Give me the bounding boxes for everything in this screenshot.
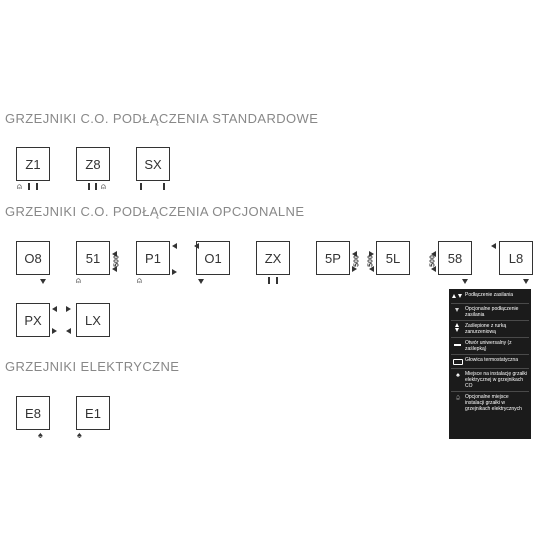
supply-down-arrow-icon [198, 279, 204, 284]
connection-box-z1: Z1 [16, 147, 50, 181]
supply-right-arrow-icon [66, 306, 71, 312]
supply-left-arrow-icon [112, 266, 117, 272]
connection-box-o8: O8 [16, 241, 50, 275]
connection-box-e8: E8 [16, 396, 50, 430]
section-title-electric: GRZEJNIKI ELEKTRYCZNE [5, 359, 180, 374]
connection-box-lx: LX [76, 303, 110, 337]
connection-box-5p: 5P [316, 241, 350, 275]
supply-left-arrow-icon [172, 243, 177, 249]
section-title-optional: GRZEJNIKI C.O. PODŁĄCZENIA OPCJONALNE [5, 204, 305, 219]
heater-plug-icon: ♠ [456, 372, 460, 379]
legend-item: Podłączenie zasilania [451, 292, 529, 301]
pipe-bar-icon [36, 183, 38, 190]
legend-divider [451, 303, 529, 304]
connection-box-58: 58 [438, 241, 472, 275]
supply-left-arrow-icon [52, 306, 57, 312]
pipe-bar-icon [95, 183, 97, 190]
legend-item: ♤ Opcjonalne miejsce instalacji grzałki w grzejnikach elektrycznych [451, 394, 529, 412]
connection-box-px: PX [16, 303, 50, 337]
pipe-bar-icon [28, 183, 30, 190]
plug-outline-icon: ⍝ [101, 182, 106, 191]
dimension-500-label: 500 [353, 255, 361, 267]
supply-left-arrow-icon [369, 266, 374, 272]
supply-left-arrow-icon [66, 328, 71, 334]
legend-divider [451, 320, 529, 321]
connection-box-o1: O1 [196, 241, 230, 275]
optional-heater-plug-icon: ♤ [454, 395, 462, 402]
legend-divider [451, 354, 529, 355]
heater-plug-icon: ♠ [77, 430, 82, 440]
legend-item: ♠ Miejsce na instalację grzałki elektrycznej w grzejnikach CO [451, 371, 529, 389]
curved-pipe-plug-icon [451, 323, 465, 332]
connection-box-sx: SX [136, 147, 170, 181]
universal-vent-icon [451, 340, 465, 349]
pipe-bar-icon [268, 277, 270, 284]
plug-outline-icon: ⍝ [17, 182, 22, 191]
heater-plug-icon: ♠ [38, 430, 43, 440]
supply-left-arrow-icon [491, 243, 496, 249]
connection-box-51: 51 [76, 241, 110, 275]
dimension-500-label: 500 [113, 255, 121, 267]
legend-panel [449, 289, 531, 439]
connection-box-p1: P1 [136, 241, 170, 275]
legend-item: Głowica termostatyczna [451, 357, 529, 366]
legend-item: Opcjonalne podłączenie zasilania [451, 306, 529, 318]
connection-box-l8: L8 [499, 241, 533, 275]
legend-divider [451, 368, 529, 369]
supply-down-arrow-icon [523, 279, 529, 284]
legend-item: Otwór uniwersalny (z zaślepką) [451, 340, 529, 352]
supply-arrows-icon [451, 292, 465, 301]
legend-divider [451, 391, 529, 392]
connection-box-5l: 5L [376, 241, 410, 275]
supply-right-arrow-icon [172, 269, 177, 275]
dimension-500-label: 500 [367, 255, 375, 267]
pipe-bar-icon [276, 277, 278, 284]
connection-box-e1: E1 [76, 396, 110, 430]
legend-divider [451, 337, 529, 338]
dimension-500-label: 500 [429, 255, 437, 267]
supply-left-arrow-icon [431, 266, 436, 272]
pipe-bar-icon [88, 183, 90, 190]
supply-right-arrow-icon [352, 266, 357, 272]
supply-down-arrow-icon [40, 279, 46, 284]
plug-outline-icon: ⍝ [76, 276, 81, 285]
optional-supply-icon [451, 306, 465, 315]
supply-left-arrow-icon [194, 243, 199, 249]
connection-box-zx: ZX [256, 241, 290, 275]
thermostatic-head-icon [451, 357, 465, 366]
plug-outline-icon: ⍝ [137, 276, 142, 285]
section-title-standard: GRZEJNIKI C.O. PODŁĄCZENIA STANDARDOWE [5, 111, 319, 126]
supply-down-arrow-icon [462, 279, 468, 284]
connection-box-z8: Z8 [76, 147, 110, 181]
pipe-bar-icon [163, 183, 165, 190]
supply-right-arrow-icon [52, 328, 57, 334]
pipe-bar-icon [140, 183, 142, 190]
legend-item: Zaślepione z rurką zanurzeniową [451, 323, 529, 335]
